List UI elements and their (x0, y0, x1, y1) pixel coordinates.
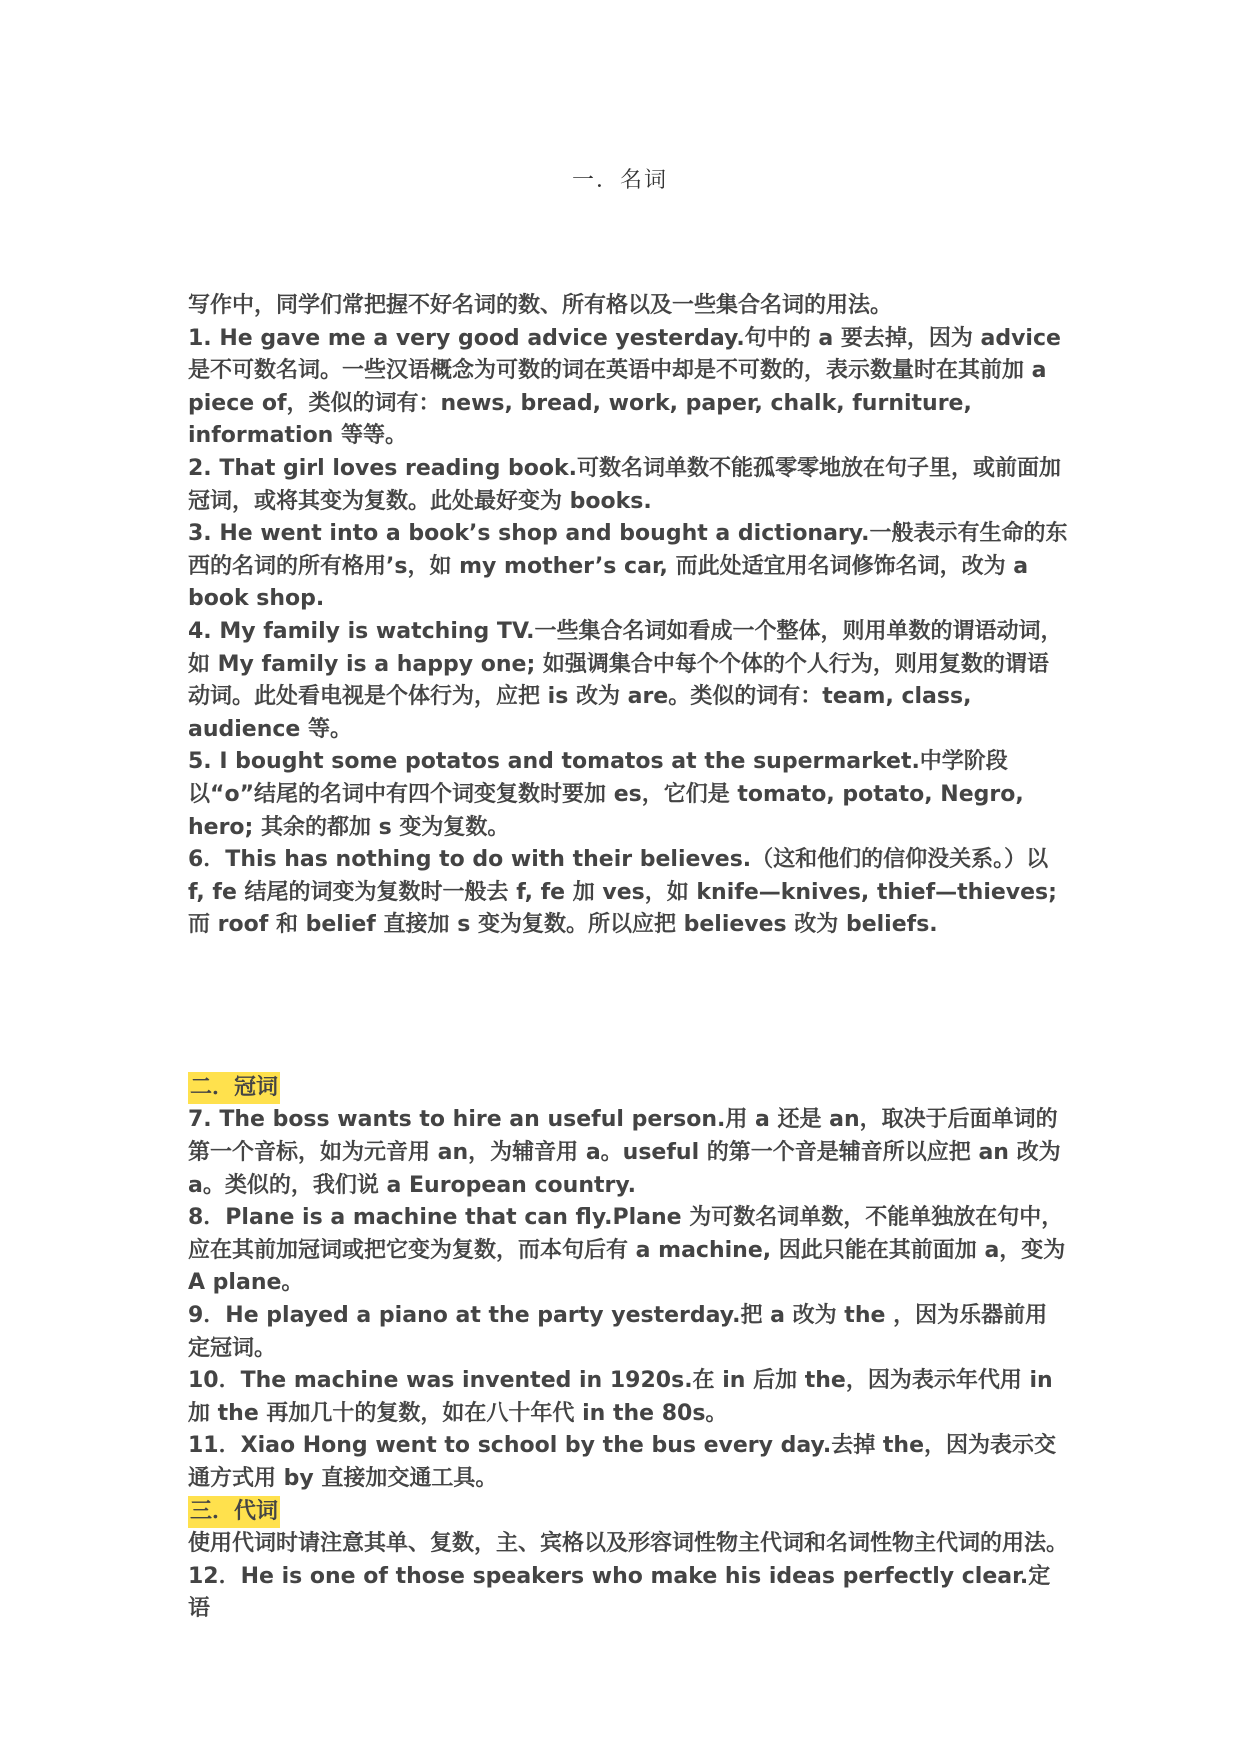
articles-heading: 二．冠词 (188, 1072, 280, 1105)
articles-item-7: 7. The boss wants to hire an useful person.用 a 还是 an，取决于后面单词的第一个音标，如为元音用 an，为辅音用 a。useful 的第一个音是辅音所以应把 an 改为 a。类似的，我们说 a European country. (188, 1107, 1061, 1198)
nouns-item-6: 6．This has nothing to do with their believes.（这和他们的信仰没关系。）以 f, fe 结尾的词变为复数时一般去 f, fe 加 ves，如 knife—knives, thief—thieves; 而 roof 和 belief 直接加 s 变为复数。所以应把 believes 改为 beliefs. (188, 847, 1057, 938)
articles-heading-line (188, 1072, 1068, 1105)
nouns-item-1: 1. He gave me a very good advice yesterday.句中的 a 要去掉，因为 advice 是不可数名词。一些汉语概念为可数的词在英语中却是不可数的，表示数量时在其前加 a piece of，类似的词有：news, bread, work, paper, chalk, furniture, information 等等。 (188, 325, 1061, 449)
pronouns-heading: 三．代词 (188, 1496, 280, 1529)
pronouns-item-12: 12．He is one of those speakers who make his ideas perfectly clear.定语 (188, 1563, 1051, 1622)
nouns-item-5: 5. I bought some potatos and tomatos at the supermarket.中学阶段以“o”结尾的名词中有四个词变复数时要加 es，它们是 tomato, potato, Negro, hero; 其余的都加 s 变为复数。 (188, 749, 1024, 840)
section-gap (188, 942, 1068, 1072)
pronouns-intro: 使用代词时请注意其单、复数，主、宾格以及形容词性物主代词和名词性物主代词的用法。 (188, 1531, 1069, 1557)
pronouns-heading-line (188, 1496, 1068, 1529)
page-title: 一．名词 (571, 168, 668, 193)
document-body (188, 290, 1068, 1626)
intro-paragraph: 写作中，同学们常把握不好名词的数、所有格以及一些集合名词的用法。 (188, 293, 893, 318)
articles-item-8: 8．Plane is a machine that can fly.Plane 为可数名词单数，不能单独放在句中，应在其前加冠词或把它变为复数，而本句后有 a machine, 因此只能在其前面加 a，变为 A plane。 (188, 1205, 1066, 1296)
nouns-item-4: 4. My family is watching TV.一些集合名词如看成一个整体，则用单数的谓语动词，如 My family is a happy one; 如强调集合中每个个体的个人行为，则用复数的谓语动词。此处看电视是个体行为，应把 is 改为 are。类似的词有：team, class, audience 等。 (188, 618, 1063, 742)
nouns-item-2: 2. That girl loves reading book.可数名词单数不能孤零零地放在句子里，或前面加冠词，或将其变为复数。此处最好变为 books. (188, 455, 1061, 514)
articles-item-10: 10．The machine was invented in 1920s.在 in 后加 the，因为表示年代用 in 加 the 再加几十的复数，如在八十年代 in the 80s。 (188, 1368, 1053, 1426)
articles-item-9: 9．He played a piano at the party yesterday.把 a 改为 the ，因为乐器前用定冠词。 (188, 1303, 1048, 1361)
articles-item-11: 11．Xiao Hong went to school by the bus every day.去掉 the，因为表示交通方式用 by 直接加交通工具。 (188, 1433, 1056, 1491)
nouns-item-3: 3. He went into a book’s shop and bought a dictionary.一般表示有生命的东西的名词的所有格用’s，如 my mother’s car, 而此处适宜用名词修饰名词，改为 a book shop. (188, 521, 1068, 612)
